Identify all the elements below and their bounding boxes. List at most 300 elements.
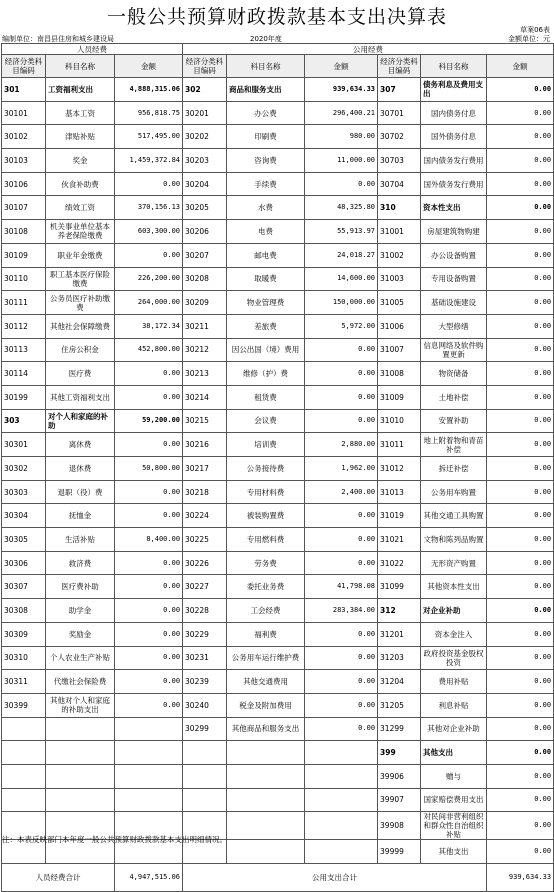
table-row	[2, 504, 554, 528]
cell-amount: 0.00	[115, 646, 183, 670]
personnel-total-value: 4,947,515.06	[115, 864, 183, 892]
cell-code: 30102	[2, 125, 46, 149]
cell-amount: 11,000.00	[305, 149, 378, 173]
cell-amount: 0.00	[487, 622, 554, 646]
cell-name	[46, 788, 115, 812]
cell-name	[227, 764, 305, 788]
cell-amount: 0.00	[487, 220, 554, 244]
cell-code: 31013	[378, 480, 421, 504]
table-row	[2, 717, 554, 741]
cell-amount: 370,156.13	[115, 196, 183, 220]
cell-code: 30199	[2, 385, 46, 409]
cell-code: 30202	[183, 125, 227, 149]
table-row	[2, 101, 554, 125]
cell-code: 30201	[183, 101, 227, 125]
cell-code: 30229	[183, 622, 227, 646]
cell-name: 国外债务发行费用	[421, 172, 487, 196]
cell-name: 拆迁补偿	[421, 457, 487, 481]
cell-amount: 0.00	[487, 599, 554, 623]
page-title: 一般公共预算财政拨款基本支出决算表	[106, 6, 447, 28]
cell-amount: 0.00	[487, 196, 554, 220]
cell-code: 30299	[183, 717, 227, 741]
cell-name: 医疗费	[46, 362, 115, 386]
cell-name: 赠与	[421, 764, 487, 788]
cell-name: 工资福利支出	[46, 78, 115, 102]
cell-amount: 59,200.00	[115, 409, 183, 433]
cell-name: 基础设施建设	[421, 291, 487, 315]
cell-amount: 0.00	[487, 480, 554, 504]
cell-amount: 0.00	[115, 693, 183, 717]
cell-amount	[305, 788, 378, 812]
cell-name: 救济费	[46, 551, 115, 575]
cell-code: 30215	[183, 409, 227, 433]
cell-code: 30703	[378, 149, 421, 173]
cell-amount: 48,325.80	[305, 196, 378, 220]
cell-code: 30231	[183, 646, 227, 670]
cell-name: 资本性支出	[421, 196, 487, 220]
cell-code	[2, 717, 46, 741]
cell-amount: 0.00	[305, 551, 378, 575]
cell-name: 印刷费	[227, 125, 305, 149]
cell-amount: 0.00	[487, 409, 554, 433]
table-row	[2, 267, 554, 291]
cell-name: 国内债务付息	[421, 101, 487, 125]
col-header-code: 经济分类科目编码	[2, 55, 46, 78]
cell-amount: 0.00	[305, 409, 378, 433]
cell-amount: 0.00	[487, 646, 554, 670]
table-row	[2, 291, 554, 315]
table-row	[2, 409, 554, 433]
cell-amount	[305, 764, 378, 788]
cell-code: 30216	[183, 433, 227, 457]
cell-amount: 0.00	[487, 575, 554, 599]
cell-name: 其他交通费用	[227, 670, 305, 694]
col-header-code: 经济分类科目编码	[378, 55, 421, 78]
cell-name: 退职（役）费	[46, 480, 115, 504]
cell-amount: 8,400.00	[115, 528, 183, 552]
cell-name: 生活补贴	[46, 528, 115, 552]
cell-amount: 452,800.00	[115, 338, 183, 362]
cell-amount: 603,300.00	[115, 220, 183, 244]
personnel-total-label: 人员经费合计	[2, 864, 115, 892]
cell-name: 其他交通工具购置	[421, 504, 487, 528]
cell-name: 机关事业单位基本养老保险缴费	[46, 220, 115, 244]
col-header-amount: 金额	[115, 55, 183, 78]
cell-amount: 0.00	[487, 338, 554, 362]
table-row	[2, 575, 554, 599]
cell-code: 30110	[2, 267, 46, 291]
cell-name: 大型修缮	[421, 314, 487, 338]
cell-name: 其他社会保障缴费	[46, 314, 115, 338]
cell-code	[183, 764, 227, 788]
table-row	[2, 125, 554, 149]
cell-name: 土地补偿	[421, 385, 487, 409]
cell-name: 抚恤金	[46, 504, 115, 528]
cell-amount: 0.00	[305, 717, 378, 741]
cell-amount: 0.00	[487, 149, 554, 173]
table-row	[2, 149, 554, 173]
cell-name: 物业管理费	[227, 291, 305, 315]
table-row	[2, 528, 554, 552]
cell-code	[2, 741, 46, 765]
cell-amount: 956,818.75	[115, 101, 183, 125]
cell-amount: 0.00	[115, 433, 183, 457]
cell-amount: 4,888,315.06	[115, 78, 183, 102]
cell-amount: 0.00	[305, 670, 378, 694]
cell-code: 31201	[378, 622, 421, 646]
cell-name: 水费	[227, 196, 305, 220]
table-row	[2, 551, 554, 575]
cell-code: 31010	[378, 409, 421, 433]
cell-name: 邮电费	[227, 243, 305, 267]
table-row	[2, 670, 554, 694]
cell-name: 地上附着物和青苗补偿	[421, 433, 487, 457]
cell-code: 30302	[2, 457, 46, 481]
cell-name: 其他商品和服务支出	[227, 717, 305, 741]
cell-code: 31006	[378, 314, 421, 338]
cell-code: 30214	[183, 385, 227, 409]
cell-name: 奖金	[46, 149, 115, 173]
cell-amount: 38,172.34	[115, 314, 183, 338]
cell-code: 31001	[378, 220, 421, 244]
cell-amount: 150,000.00	[305, 291, 378, 315]
col-header-code: 经济分类科目编码	[183, 55, 227, 78]
cell-amount: 24,018.27	[305, 243, 378, 267]
cell-amount: 0.00	[305, 528, 378, 552]
cell-amount: 0.00	[115, 599, 183, 623]
cell-amount: 0.00	[305, 338, 378, 362]
cell-name: 国外债务付息	[421, 125, 487, 149]
cell-name: 住房公积金	[46, 338, 115, 362]
cell-amount: 0.00	[115, 551, 183, 575]
cell-name: 资本金注入	[421, 622, 487, 646]
cell-name: 委托业务费	[227, 575, 305, 599]
cell-name	[227, 788, 305, 812]
cell-code: 31011	[378, 433, 421, 457]
cell-amount: 0.00	[305, 172, 378, 196]
cell-amount: 0.00	[487, 267, 554, 291]
footnote: 注：本表反映部门本年度一般公共预算财政拨款基本支出明细情况。	[2, 835, 227, 844]
unit-label: 编制单位：南昌县住房和城乡建设局	[2, 35, 114, 43]
cell-name: 无形资产购置	[421, 551, 487, 575]
cell-code: 30704	[378, 172, 421, 196]
cell-name: 房屋建筑物购建	[421, 220, 487, 244]
public-total-value: 939,634.33	[487, 864, 554, 892]
cell-code: 30224	[183, 504, 227, 528]
cell-code: 312	[378, 599, 421, 623]
cell-name: 国内债务发行费用	[421, 149, 487, 173]
cell-code: 30227	[183, 575, 227, 599]
cell-name: 费用补贴	[421, 670, 487, 694]
cell-amount: 264,000.00	[115, 291, 183, 315]
table-row	[2, 646, 554, 670]
table-row	[2, 196, 554, 220]
cell-amount: 0.00	[487, 314, 554, 338]
cell-amount: 0.00	[487, 812, 554, 840]
cell-name	[227, 840, 305, 864]
cell-code: 39907	[378, 788, 421, 812]
cell-amount: 939,634.33	[305, 78, 378, 102]
cell-code	[2, 764, 46, 788]
table-row	[2, 599, 554, 623]
cell-name: 其他支出	[421, 741, 487, 765]
cell-name: 其他对企业补助	[421, 717, 487, 741]
cell-amount: 0.00	[305, 385, 378, 409]
cell-amount: 0.00	[115, 243, 183, 267]
cell-code: 30212	[183, 338, 227, 362]
cell-code: 30228	[183, 599, 227, 623]
cell-code: 31005	[378, 291, 421, 315]
cell-code: 30106	[2, 172, 46, 196]
cell-code	[183, 741, 227, 765]
cell-name: 对企业补助	[421, 599, 487, 623]
cell-name: 对个人和家庭的补助	[46, 409, 115, 433]
cell-name: 文物和陈列品购置	[421, 528, 487, 552]
expenditure-table	[1, 43, 554, 892]
cell-amount: 0.00	[487, 433, 554, 457]
cell-name: 政府投资基金股权投资	[421, 646, 487, 670]
cell-code: 30306	[2, 551, 46, 575]
cell-amount: 0.00	[487, 840, 554, 864]
cell-name: 差旅费	[227, 314, 305, 338]
totals-row	[2, 864, 554, 892]
cell-code: 303	[2, 409, 46, 433]
cell-amount: 0.00	[487, 717, 554, 741]
cell-code: 31002	[378, 243, 421, 267]
cell-name: 被装购置费	[227, 504, 305, 528]
cell-amount: 0.00	[487, 362, 554, 386]
cell-amount: 0.00	[487, 741, 554, 765]
cell-amount: 0.00	[487, 385, 554, 409]
cell-code: 307	[378, 78, 421, 102]
cell-code: 30307	[2, 575, 46, 599]
cell-amount: 41,798.08	[305, 575, 378, 599]
cell-code	[2, 788, 46, 812]
cell-amount: 517,495.00	[115, 125, 183, 149]
table-row	[2, 764, 554, 788]
cell-amount: 0.00	[115, 622, 183, 646]
table-row	[2, 314, 554, 338]
cell-name: 其他资本性支出	[421, 575, 487, 599]
cell-name: 办公费	[227, 101, 305, 125]
cell-code: 30702	[378, 125, 421, 149]
cell-code: 30209	[183, 291, 227, 315]
cell-amount: 0.00	[487, 243, 554, 267]
cell-code: 30226	[183, 551, 227, 575]
cell-code: 30112	[2, 314, 46, 338]
cell-name: 电费	[227, 220, 305, 244]
cell-amount: 0.00	[487, 291, 554, 315]
cell-name: 福利费	[227, 622, 305, 646]
cell-code: 39908	[378, 812, 421, 840]
cell-name: 办公设备购置	[421, 243, 487, 267]
cell-amount: 0.00	[487, 78, 554, 102]
group-header-personnel: 人员经费	[2, 44, 183, 55]
cell-code: 31008	[378, 362, 421, 386]
cell-code	[183, 788, 227, 812]
cell-code: 301	[2, 78, 46, 102]
cell-amount: 0.00	[487, 504, 554, 528]
cell-code: 30310	[2, 646, 46, 670]
cell-name: 绩效工资	[46, 196, 115, 220]
table-row	[2, 622, 554, 646]
table-row	[2, 433, 554, 457]
cell-code: 30240	[183, 693, 227, 717]
cell-code: 30207	[183, 243, 227, 267]
cell-code: 30309	[2, 622, 46, 646]
cell-name: 专用材料费	[227, 480, 305, 504]
cell-amount: 0.00	[115, 504, 183, 528]
cell-amount: 0.00	[115, 385, 183, 409]
cell-name: 离休费	[46, 433, 115, 457]
cell-amount: 0.00	[305, 622, 378, 646]
cell-code: 39906	[378, 764, 421, 788]
cell-amount: 0.00	[115, 575, 183, 599]
cell-amount: 1,962.00	[305, 457, 378, 481]
column-header-row	[2, 55, 554, 78]
cell-name: 职工基本医疗保险缴费	[46, 267, 115, 291]
cell-amount: 5,972.00	[305, 314, 378, 338]
cell-name: 助学金	[46, 599, 115, 623]
table-row	[2, 457, 554, 481]
table-row	[2, 338, 554, 362]
cell-amount: 0.00	[487, 125, 554, 149]
cell-name: 个人农业生产补贴	[46, 646, 115, 670]
table-row	[2, 243, 554, 267]
cell-name: 手续费	[227, 172, 305, 196]
cell-code: 30101	[2, 101, 46, 125]
cell-name: 国家赔偿费用支出	[421, 788, 487, 812]
cell-name: 因公出国（境）费用	[227, 338, 305, 362]
cell-name: 医疗费补助	[46, 575, 115, 599]
cell-amount: 0.00	[305, 504, 378, 528]
cell-name: 专用设备购置	[421, 267, 487, 291]
cell-code: 31099	[378, 575, 421, 599]
cell-code: 30213	[183, 362, 227, 386]
cell-name	[227, 741, 305, 765]
cell-amount: 0.00	[487, 693, 554, 717]
cell-code: 30205	[183, 196, 227, 220]
cell-code: 30305	[2, 528, 46, 552]
cell-code: 30208	[183, 267, 227, 291]
cell-name: 对民间非营利组织和群众性自治组织补贴	[421, 812, 487, 840]
cell-amount: 980.00	[305, 125, 378, 149]
cell-name: 利息补贴	[421, 693, 487, 717]
cell-code: 30225	[183, 528, 227, 552]
cell-code: 31021	[378, 528, 421, 552]
table-number: 草案06表	[520, 26, 550, 34]
cell-name: 信息网络及软件购置更新	[421, 338, 487, 362]
cell-amount: 0.00	[487, 764, 554, 788]
public-total-label: 公用支出合计	[183, 864, 487, 892]
cell-name	[46, 717, 115, 741]
cell-amount: 0.00	[487, 457, 554, 481]
table-row	[2, 788, 554, 812]
cell-amount: 14,600.00	[305, 267, 378, 291]
col-header-name: 科目名称	[421, 55, 487, 78]
cell-amount: 0.00	[305, 646, 378, 670]
cell-code: 30311	[2, 670, 46, 694]
cell-name: 专用燃料费	[227, 528, 305, 552]
cell-amount: 55,913.97	[305, 220, 378, 244]
cell-name: 代缴社会保险费	[46, 670, 115, 694]
cell-amount: 0.00	[305, 362, 378, 386]
cell-code: 30239	[183, 670, 227, 694]
cell-code: 31299	[378, 717, 421, 741]
cell-code: 30108	[2, 220, 46, 244]
group-header-row	[2, 44, 554, 55]
cell-name: 伙食补助费	[46, 172, 115, 196]
cell-name: 公务用车购置	[421, 480, 487, 504]
table-row	[2, 220, 554, 244]
cell-amount	[115, 717, 183, 741]
year-label: 2020年度	[250, 35, 282, 43]
cell-name: 公务接待费	[227, 457, 305, 481]
cell-code: 30203	[183, 149, 227, 173]
cell-name: 培训费	[227, 433, 305, 457]
cell-code: 30308	[2, 599, 46, 623]
cell-amount	[115, 788, 183, 812]
cell-amount: 0.00	[487, 788, 554, 812]
cell-name: 安置补助	[421, 409, 487, 433]
cell-code: 30399	[2, 693, 46, 717]
cell-name: 津贴补贴	[46, 125, 115, 149]
cell-code: 31003	[378, 267, 421, 291]
cell-amount	[115, 764, 183, 788]
cell-amount: 0.00	[305, 693, 378, 717]
cell-name: 劳务费	[227, 551, 305, 575]
cell-code: 30701	[378, 101, 421, 125]
cell-amount: 0.00	[115, 480, 183, 504]
cell-code: 30218	[183, 480, 227, 504]
cell-code: 30107	[2, 196, 46, 220]
cell-amount: 226,200.00	[115, 267, 183, 291]
cell-code: 30303	[2, 480, 46, 504]
cell-code: 31009	[378, 385, 421, 409]
cell-amount: 1,459,372.84	[115, 149, 183, 173]
cell-code: 399	[378, 741, 421, 765]
cell-amount: 296,400.21	[305, 101, 378, 125]
cell-name: 商品和服务支出	[227, 78, 305, 102]
cell-code: 30206	[183, 220, 227, 244]
cell-name: 会议费	[227, 409, 305, 433]
cell-code: 302	[183, 78, 227, 102]
cell-code: 30301	[2, 433, 46, 457]
cell-name: 取暖费	[227, 267, 305, 291]
cell-amount: 0.00	[115, 362, 183, 386]
cell-name: 维修（护）费	[227, 362, 305, 386]
table-row	[2, 741, 554, 765]
cell-amount	[305, 812, 378, 840]
cell-code: 31205	[378, 693, 421, 717]
cell-amount: 2,400.00	[305, 480, 378, 504]
cell-name	[46, 741, 115, 765]
col-header-name: 科目名称	[46, 55, 115, 78]
cell-code: 30111	[2, 291, 46, 315]
cell-amount: 50,800.00	[115, 457, 183, 481]
table-row	[2, 78, 554, 102]
cell-name: 其他工资福利支出	[46, 385, 115, 409]
col-header-name: 科目名称	[227, 55, 305, 78]
cell-name: 奖励金	[46, 622, 115, 646]
table-row	[2, 362, 554, 386]
cell-code: 30304	[2, 504, 46, 528]
cell-amount: 0.00	[487, 528, 554, 552]
cell-code: 31007	[378, 338, 421, 362]
cell-name	[46, 764, 115, 788]
cell-name: 退休费	[46, 457, 115, 481]
cell-code: 30204	[183, 172, 227, 196]
